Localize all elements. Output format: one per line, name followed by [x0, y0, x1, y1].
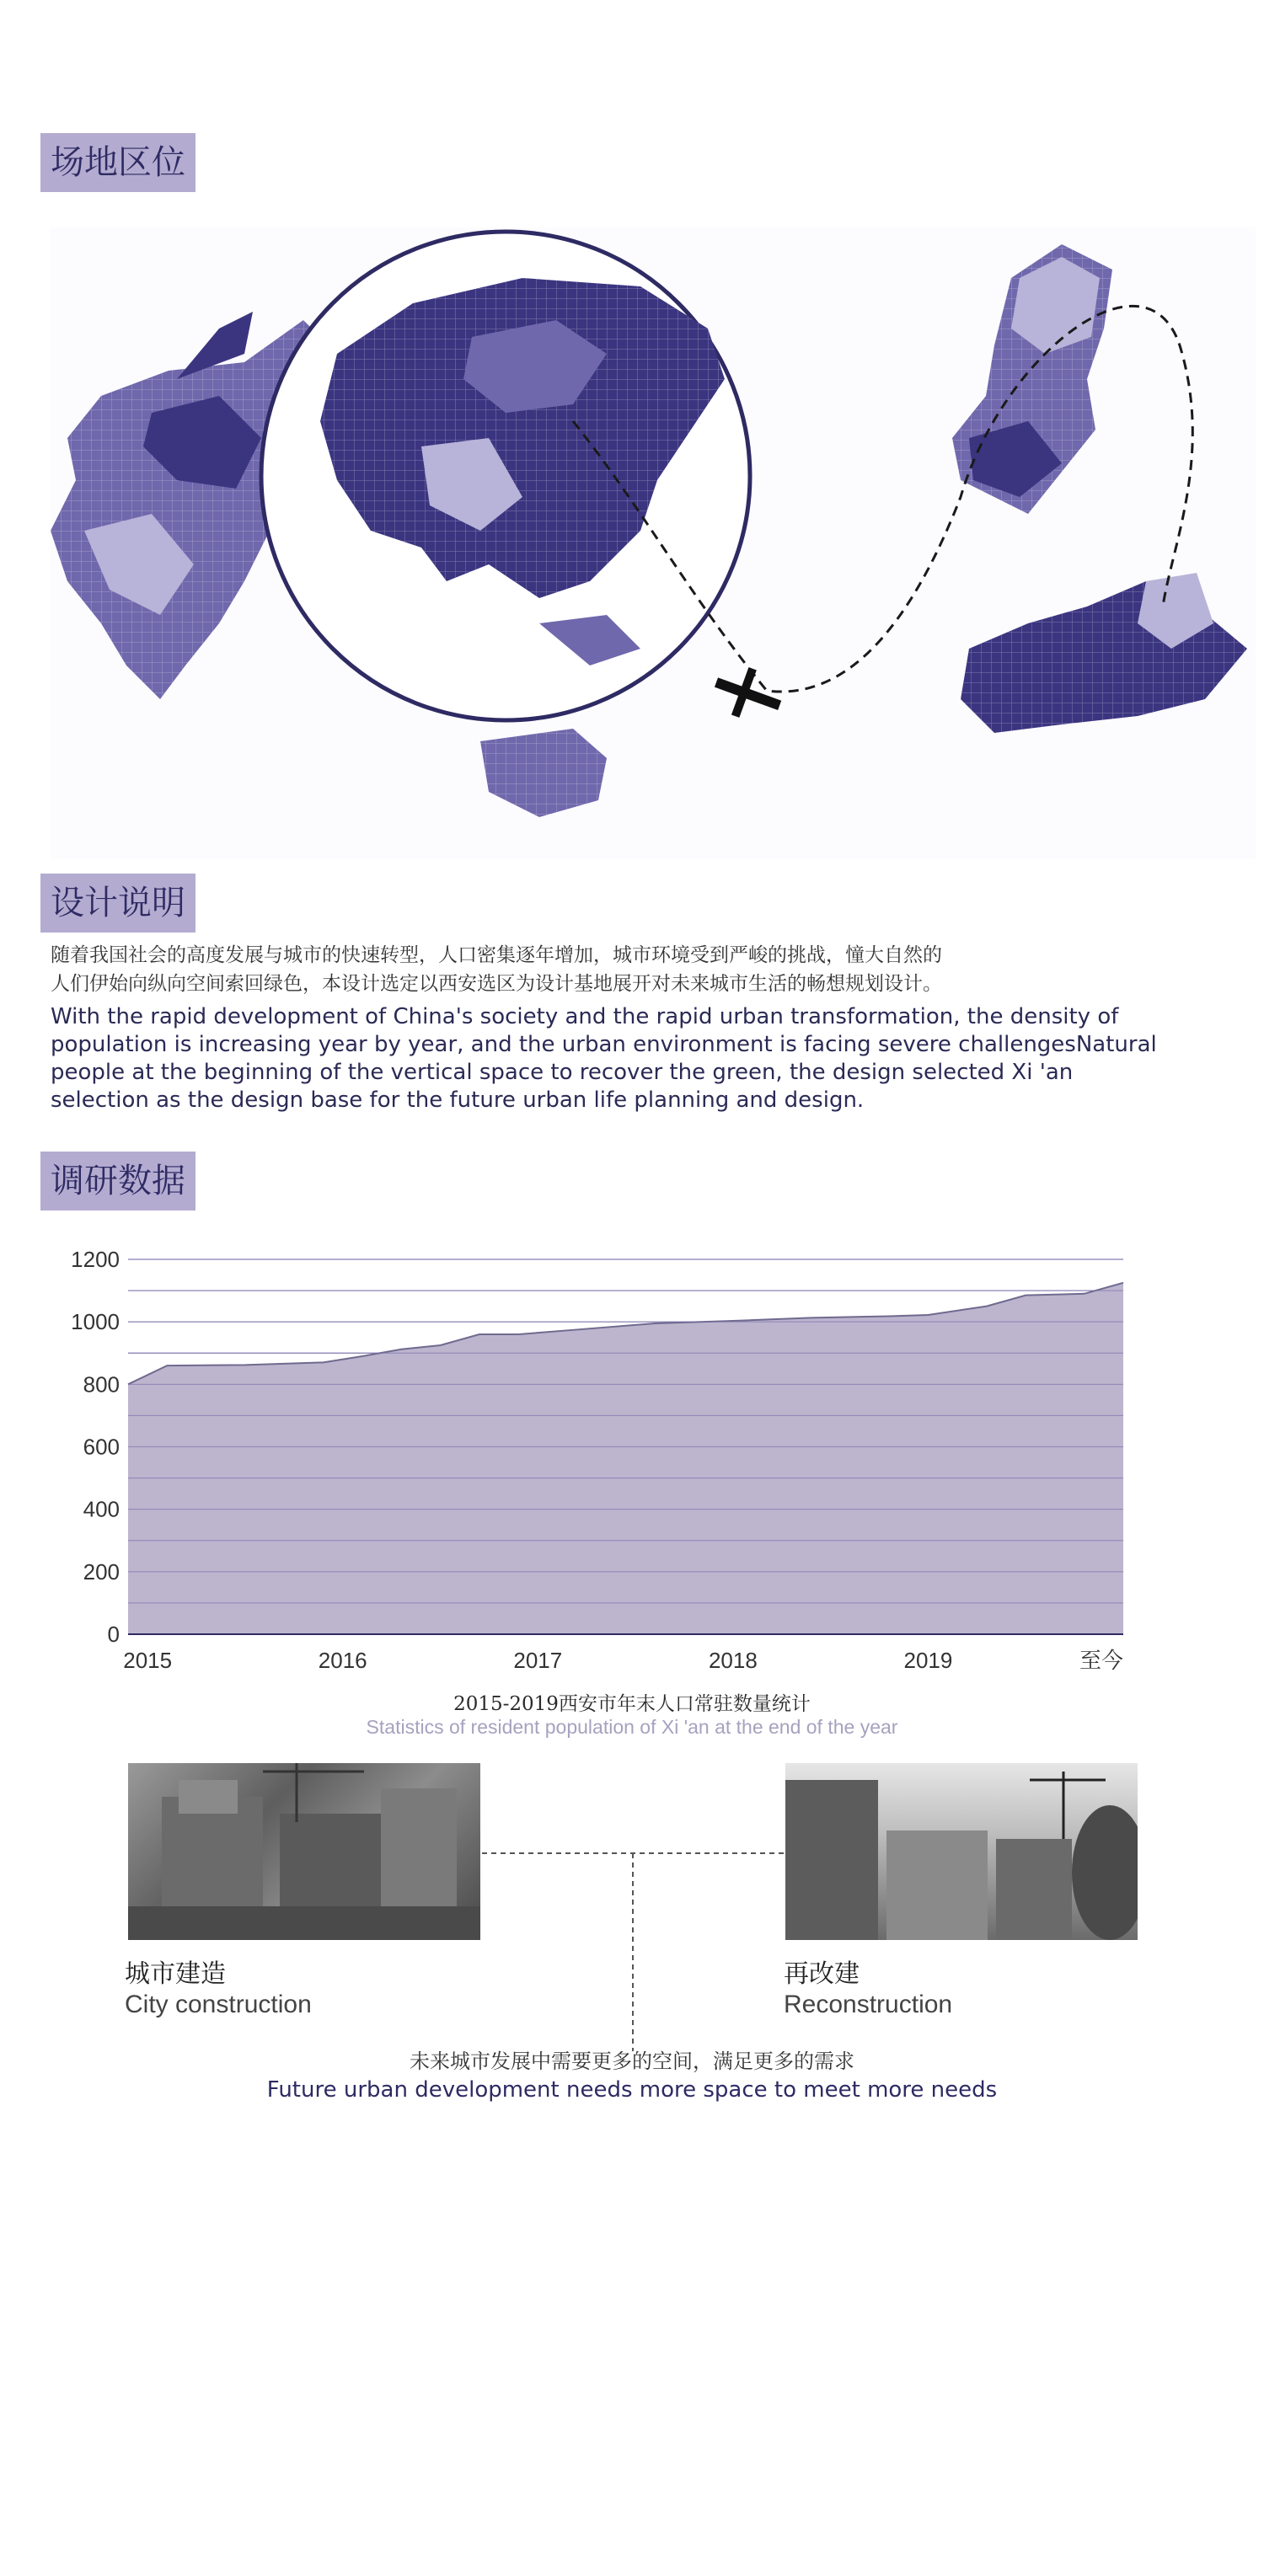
section-tag-site-location: 场地区位 [40, 133, 195, 192]
world-map-illustration [51, 227, 1256, 859]
summary-cn: 未来城市发展中需要更多的空间，满足更多的需求 [410, 2050, 854, 2073]
population-area-chart [0, 1230, 1264, 1685]
connector-lines [0, 1836, 1264, 2064]
chart-title-cn: 2015-2019西安市年末人口常驻数量统计 [453, 1693, 811, 1715]
section-tag-design-description: 设计说明 [40, 874, 195, 933]
series-area [128, 1283, 1123, 1634]
description-en-line-4: selection as the design base for the future urban life planning and design. [51, 1088, 865, 1113]
x-tick-label-2: 2017 [513, 1648, 563, 1673]
description-en-line-2: population is increasing year by year, and the urban environment is facing severe challengesNatural [51, 1032, 1157, 1057]
reconstruction-label-en: Reconstruction [784, 1991, 953, 2018]
x-tick-label-5: 至今 [1079, 1648, 1123, 1673]
chart-subtitle-en: Statistics of resident population of Xi 'an at the end of the year [366, 1716, 898, 1738]
reconstruction-label-cn: 再改建 [784, 1959, 860, 1989]
y-tick-label-1200: 1200 [71, 1247, 120, 1272]
y-tick-label-0: 0 [107, 1622, 120, 1647]
y-tick-label-600: 600 [83, 1434, 120, 1460]
x-tick-label-0: 2015 [123, 1648, 173, 1673]
asia-magnifier [261, 232, 750, 720]
y-tick-label-800: 800 [83, 1371, 120, 1398]
description-cn-line-2: 人们伊始向纵向空间索回绿色，本设计选定以西安选区为设计基地展开对未来城市生活的畅想规划设计。 [51, 973, 942, 995]
x-tick-label-1: 2016 [318, 1648, 367, 1673]
summary-en: Future urban development needs more space to meet more needs [266, 2077, 998, 2103]
description-en-line-3: people at the beginning of the vertical space to recover the green, the design selected Xi 'an [51, 1060, 1074, 1085]
city-construction-label-cn: 城市建造 [125, 1959, 226, 1989]
description-en-line-1: With the rapid development of China's society and the rapid urban transformation, the density of [51, 1004, 1119, 1029]
x-tick-label-4: 2019 [903, 1648, 953, 1673]
y-tick-label-400: 400 [83, 1496, 120, 1522]
y-tick-label-1000: 1000 [71, 1309, 120, 1335]
description-cn-line-1: 随着我国社会的高度发展与城市的快速转型，人口密集逐年增加，城市环境受到严峻的挑战，憧大自然的 [51, 944, 942, 966]
section-tag-research-data: 调研数据 [40, 1152, 195, 1211]
x-tick-label-3: 2018 [708, 1648, 758, 1673]
city-construction-label-en: City construction [125, 1991, 312, 2018]
y-tick-label-200: 200 [83, 1558, 120, 1585]
